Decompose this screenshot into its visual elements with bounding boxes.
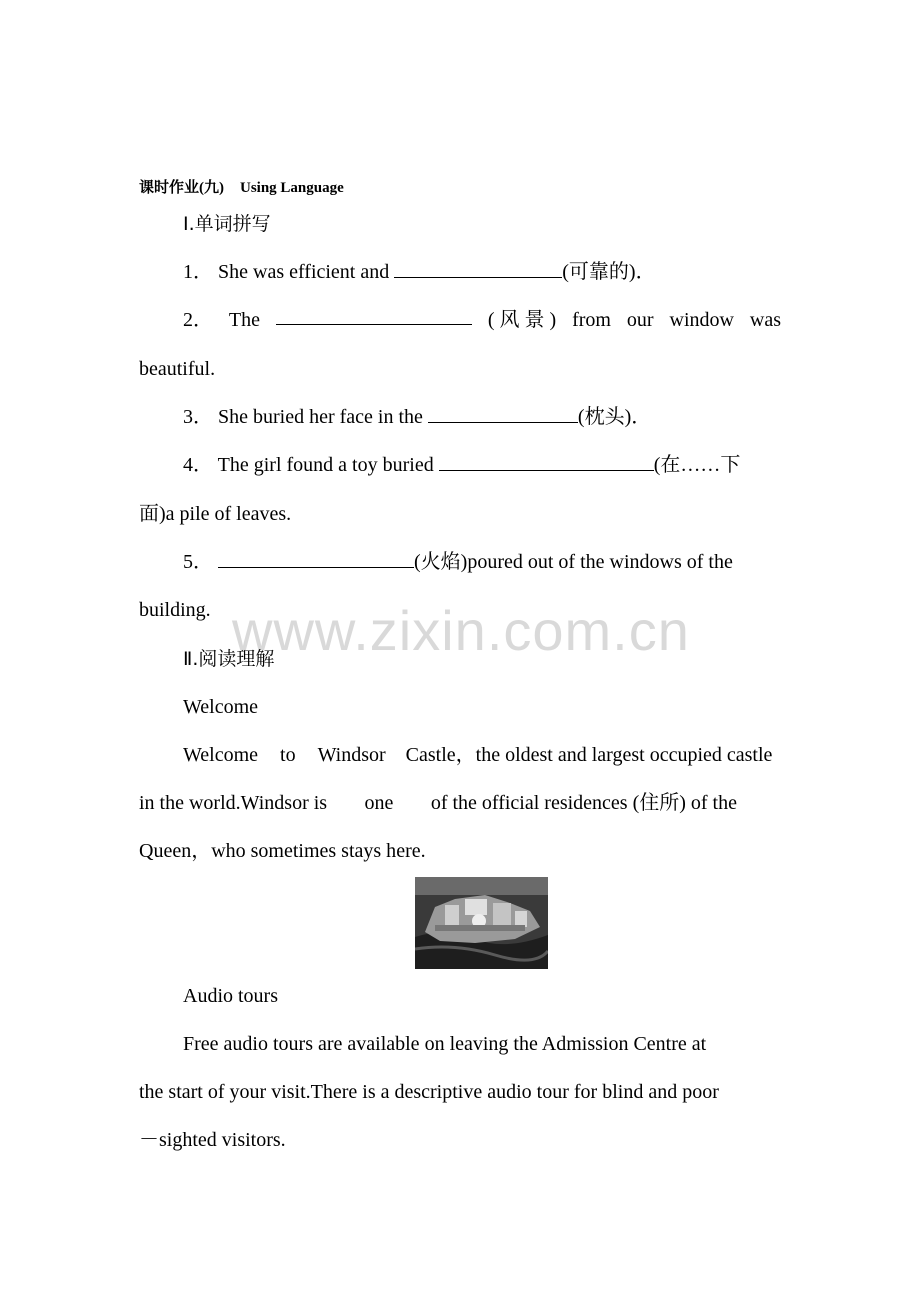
question-word: from [572,309,611,331]
question-number: 5． [183,551,213,573]
question-text: She was efficient and [218,261,390,283]
question-word: window [669,309,734,331]
question-2-continuation: beautiful. [139,358,216,380]
question-1 [183,258,656,286]
question-hint: (可靠的)． [562,261,656,283]
answer-blank[interactable] [428,404,578,423]
question-3 [183,403,651,431]
question-5 [183,548,733,576]
section-1-heading: Ⅰ.单词拼写 [183,213,271,235]
passage-subtitle-audio-tours: Audio tours [183,985,278,1007]
passage-paragraph-1-line-2 [139,789,737,817]
header-title-en: Using Language [240,180,344,196]
passage-subtitle-welcome: Welcome [183,696,259,718]
passage-paragraph-1-line-1 [183,741,772,769]
question-hint: ( 风 景 ) [487,309,557,331]
castle-aerial-image [415,877,548,969]
worksheet-header [139,178,344,198]
answer-blank[interactable] [218,549,414,568]
question-number: 3． [183,406,213,428]
question-4 [183,451,740,479]
windsor-castle-photo [415,877,548,969]
passage-text: of the official residences (住所) of the [430,792,737,814]
question-text: She buried her face in the [218,406,423,428]
question-2 [183,306,781,334]
passage-paragraph-2-line-2: the start of your visit.There is a descriptive audio tour for blind and poor [139,1081,719,1103]
passage-word: Windsor [317,744,386,766]
passage-text: in the world.Windsor is [139,792,328,814]
question-hint: (枕头)． [577,406,652,428]
passage-word: one [364,792,394,814]
watermark: www.zixin.com.cn [232,599,690,662]
question-hint: (在……下 [653,454,741,476]
section-2-heading: Ⅱ.阅读理解 [183,648,275,670]
question-number: 4． [183,454,213,476]
question-word: was [749,309,781,331]
passage-paragraph-2-line-3: －sighted visitors. [139,1129,286,1151]
answer-blank[interactable] [439,452,654,471]
passage-word: to [280,744,296,766]
answer-blank[interactable] [394,259,562,278]
passage-paragraph-2-line-1: Free audio tours are available on leaving the Admission Centre at [183,1033,707,1055]
question-text: The [228,309,261,331]
question-word: our [626,309,654,331]
passage-text: Castle，the oldest and largest occupied castle [405,744,773,766]
answer-blank[interactable] [276,306,472,325]
header-title-cn: 课时作业(九) [139,180,224,196]
question-number: 2． [183,309,213,331]
passage-paragraph-1-line-3: Queen，who sometimes stays here. [139,840,426,862]
question-4-continuation: 面)a pile of leaves. [139,503,292,525]
passage-word: Welcome [183,744,259,766]
question-number: 1． [183,261,213,283]
question-5-continuation: building. [139,599,211,621]
question-text: (火焰)poured out of the windows of the [414,551,733,573]
question-text: The girl found a toy buried [217,454,434,476]
